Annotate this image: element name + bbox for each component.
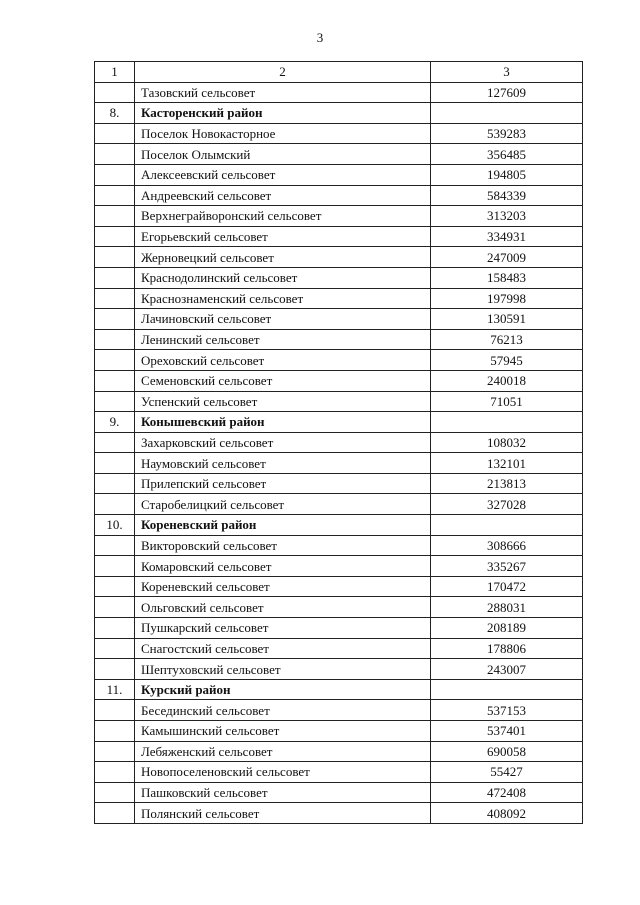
row-number [95,350,135,371]
municipality-name: Поселок Олымский [135,144,431,165]
district-name: Касторенский район [135,103,431,124]
municipality-name: Краснодолинский сельсовет [135,267,431,288]
municipality-name: Успенский сельсовет [135,391,431,412]
row-number [95,267,135,288]
table-row [95,700,583,721]
table-row [95,494,583,515]
amount-value: 170472 [431,576,583,597]
table-header-row [95,62,583,83]
table-row [95,329,583,350]
table-row [95,370,583,391]
row-number [95,741,135,762]
amount-value [431,412,583,433]
header-col-1: 1 [95,62,135,83]
table-row [95,164,583,185]
district-name: Кореневский район [135,515,431,536]
table-row [95,144,583,165]
table-row [95,473,583,494]
amount-value: 132101 [431,453,583,474]
allocation-table [94,61,583,824]
row-number [95,432,135,453]
municipality-name: Полянский сельсовет [135,803,431,824]
amount-value: 57945 [431,350,583,371]
amount-value: 472408 [431,782,583,803]
row-number [95,206,135,227]
table-row [95,576,583,597]
municipality-name: Бесединский сельсовет [135,700,431,721]
amount-value: 71051 [431,391,583,412]
amount-value: 288031 [431,597,583,618]
table-row [95,350,583,371]
municipality-name: Камышинский сельсовет [135,721,431,742]
municipality-name: Алексеевский сельсовет [135,164,431,185]
amount-value: 335267 [431,556,583,577]
municipality-name: Кореневский сельсовет [135,576,431,597]
row-number [95,618,135,639]
amount-value: 690058 [431,741,583,762]
row-number [95,494,135,515]
municipality-name: Комаровский сельсовет [135,556,431,577]
amount-value: 308666 [431,535,583,556]
row-number [95,164,135,185]
row-number [95,144,135,165]
table-row [95,638,583,659]
table-row [95,803,583,824]
row-number [95,597,135,618]
amount-value: 539283 [431,123,583,144]
table-row [95,123,583,144]
municipality-name: Краснознаменский сельсовет [135,288,431,309]
row-number [95,762,135,783]
row-number [95,659,135,680]
municipality-name: Пушкарский сельсовет [135,618,431,639]
municipality-name: Шептуховский сельсовет [135,659,431,680]
amount-value: 334931 [431,226,583,247]
row-number: 10. [95,515,135,536]
table-row [95,782,583,803]
amount-value: 327028 [431,494,583,515]
amount-value [431,103,583,124]
municipality-name: Прилепский сельсовет [135,473,431,494]
district-row [95,515,583,536]
table-row [95,226,583,247]
row-number: 9. [95,412,135,433]
amount-value: 313203 [431,206,583,227]
municipality-name: Захарковский сельсовет [135,432,431,453]
row-number [95,309,135,330]
district-row [95,412,583,433]
table-row [95,556,583,577]
municipality-name: Жерновецкий сельсовет [135,247,431,268]
municipality-name: Снагостский сельсовет [135,638,431,659]
table-row [95,185,583,206]
row-number [95,370,135,391]
table-row [95,597,583,618]
district-row [95,679,583,700]
amount-value: 537153 [431,700,583,721]
row-number: 11. [95,679,135,700]
table-row [95,432,583,453]
amount-value: 584339 [431,185,583,206]
row-number [95,721,135,742]
municipality-name: Викторовский сельсовет [135,535,431,556]
table-row [95,206,583,227]
municipality-name: Егорьевский сельсовет [135,226,431,247]
table-row [95,659,583,680]
table-row [95,82,583,103]
amount-value: 130591 [431,309,583,330]
municipality-name: Лачиновский сельсовет [135,309,431,330]
municipality-name: Ореховский сельсовет [135,350,431,371]
municipality-name: Тазовский сельсовет [135,82,431,103]
table-row [95,247,583,268]
district-row [95,103,583,124]
amount-value: 197998 [431,288,583,309]
row-number [95,782,135,803]
municipality-name: Андреевский сельсовет [135,185,431,206]
row-number [95,288,135,309]
amount-value: 194805 [431,164,583,185]
municipality-name: Поселок Новокасторное [135,123,431,144]
amount-value: 55427 [431,762,583,783]
row-number [95,391,135,412]
amount-value: 208189 [431,618,583,639]
municipality-name: Пашковский сельсовет [135,782,431,803]
row-number [95,556,135,577]
row-number [95,473,135,494]
table-row [95,288,583,309]
district-name: Курский район [135,679,431,700]
municipality-name: Семеновский сельсовет [135,370,431,391]
row-number [95,453,135,474]
row-number [95,576,135,597]
amount-value: 127609 [431,82,583,103]
amount-value: 240018 [431,370,583,391]
district-name: Конышевский район [135,412,431,433]
table-row [95,762,583,783]
municipality-name: Ольговский сельсовет [135,597,431,618]
row-number [95,700,135,721]
amount-value: 213813 [431,473,583,494]
amount-value [431,515,583,536]
row-number [95,535,135,556]
row-number [95,226,135,247]
table-row [95,267,583,288]
municipality-name: Лебяженский сельсовет [135,741,431,762]
municipality-name: Новопоселеновский сельсовет [135,762,431,783]
amount-value: 408092 [431,803,583,824]
row-number [95,803,135,824]
table-row [95,391,583,412]
amount-value: 158483 [431,267,583,288]
table-row [95,535,583,556]
table-row [95,618,583,639]
municipality-name: Старобелицкий сельсовет [135,494,431,515]
row-number [95,329,135,350]
row-number [95,123,135,144]
row-number [95,247,135,268]
table-row [95,741,583,762]
amount-value: 178806 [431,638,583,659]
row-number [95,82,135,103]
header-col-3: 3 [431,62,583,83]
amount-value: 247009 [431,247,583,268]
table-row [95,309,583,330]
table-row [95,453,583,474]
amount-value [431,679,583,700]
page-number: 3 [316,30,324,45]
amount-value: 356485 [431,144,583,165]
row-number: 8. [95,103,135,124]
municipality-name: Наумовский сельсовет [135,453,431,474]
municipality-name: Ленинский сельсовет [135,329,431,350]
row-number [95,638,135,659]
amount-value: 108032 [431,432,583,453]
amount-value: 537401 [431,721,583,742]
amount-value: 243007 [431,659,583,680]
header-col-2: 2 [135,62,431,83]
table-row [95,721,583,742]
row-number [95,185,135,206]
amount-value: 76213 [431,329,583,350]
municipality-name: Верхнеграйворонский сельсовет [135,206,431,227]
